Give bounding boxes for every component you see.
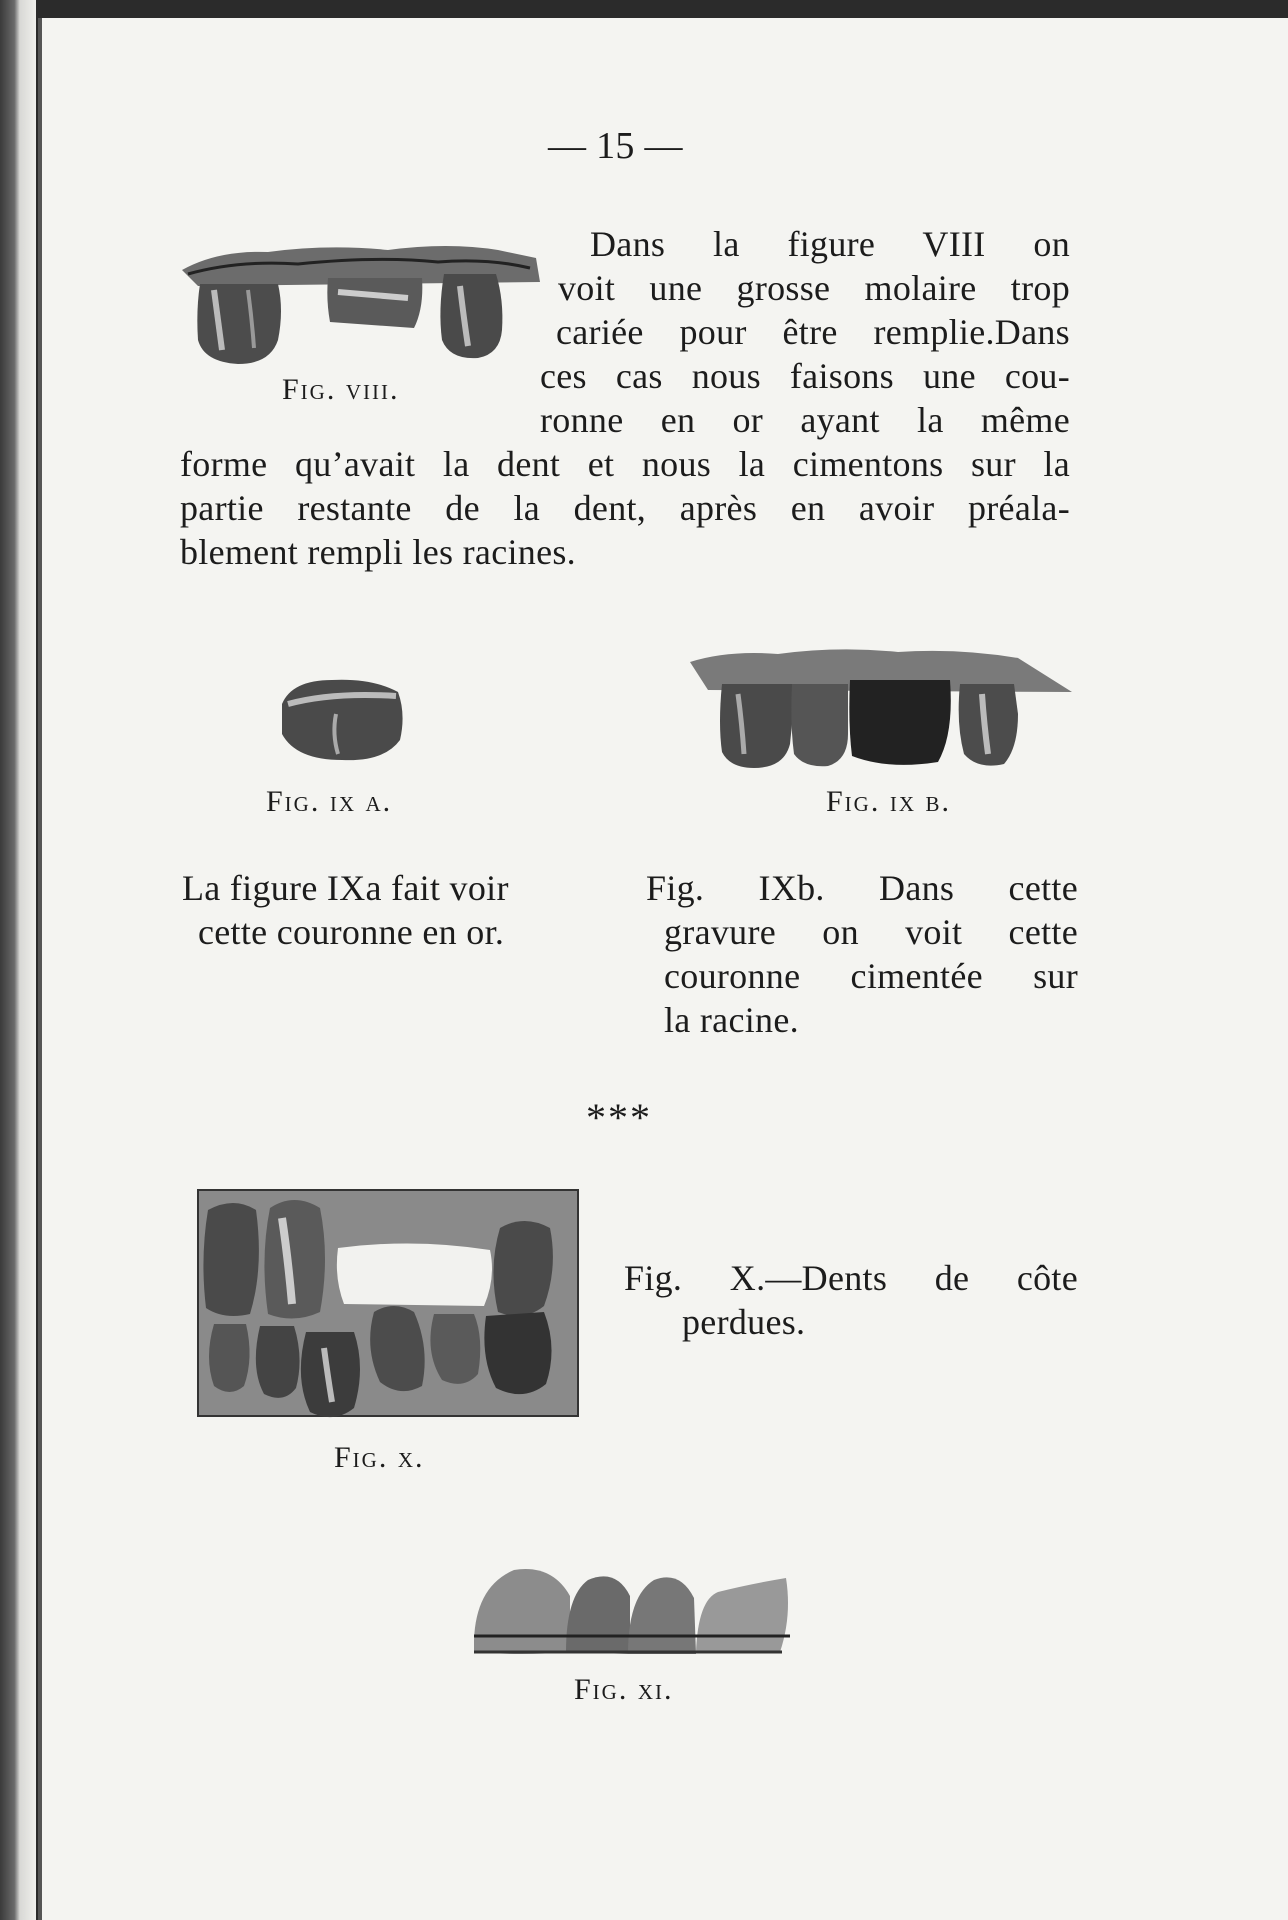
col-right-line-1: Fig. IXb. Dans cette [646, 868, 1078, 908]
para1-line-8: blement rempli les racines. [180, 532, 576, 572]
col-right-line-3: couronne cimentée sur [664, 956, 1078, 996]
scan-top-border [0, 0, 1288, 18]
para1-line-4: ces cas nous faisons une cou- [540, 356, 1070, 396]
fig-x-missing-teeth-illustration [184, 1188, 594, 1424]
fig-xi-caption: Fig. xi. [574, 1673, 674, 1706]
fig-xi-bridge-illustration [470, 1556, 796, 1660]
para1-line-1: Dans la figure VIII on [590, 224, 1070, 264]
fig-x-text-line-2: perdues. [682, 1302, 806, 1342]
para1-line-7: partie restante de la dent, après en avoir préala- [180, 488, 1070, 528]
fig-viii-caption: Fig. viii. [282, 373, 400, 406]
fig-ixa-gold-crown-illustration [272, 674, 412, 774]
col-left-line-1: La figure IXa fait voir [182, 868, 509, 908]
fig-ixa-caption: Fig. ix a. [266, 785, 393, 818]
para1-line-6: forme qu’avait la dent et nous la cimentons sur la [180, 444, 1070, 484]
fig-x-caption: Fig. x. [334, 1441, 425, 1474]
section-separator: *** [586, 1095, 652, 1140]
col-right-line-4: la racine. [664, 1000, 799, 1040]
fig-ixb-caption: Fig. ix b. [826, 785, 952, 818]
para1-line-5: ronne en or ayant la même [540, 400, 1070, 440]
fig-ixb-cemented-crown-illustration [688, 644, 1074, 772]
col-right-line-2: gravure on voit cette [664, 912, 1078, 952]
col-left-line-2: cette couronne en or. [198, 912, 505, 952]
book-spine-edge [0, 0, 36, 1920]
para1-line-2: voit une grosse molaire trop [558, 268, 1070, 308]
fig-viii-molar-illustration [178, 230, 544, 370]
fig-x-text-line-1: Fig. X.—Dents de côte [624, 1258, 1078, 1298]
para1-line-3: cariée pour être remplie.Dans [556, 312, 1070, 352]
page-number: — 15 — [548, 125, 683, 167]
